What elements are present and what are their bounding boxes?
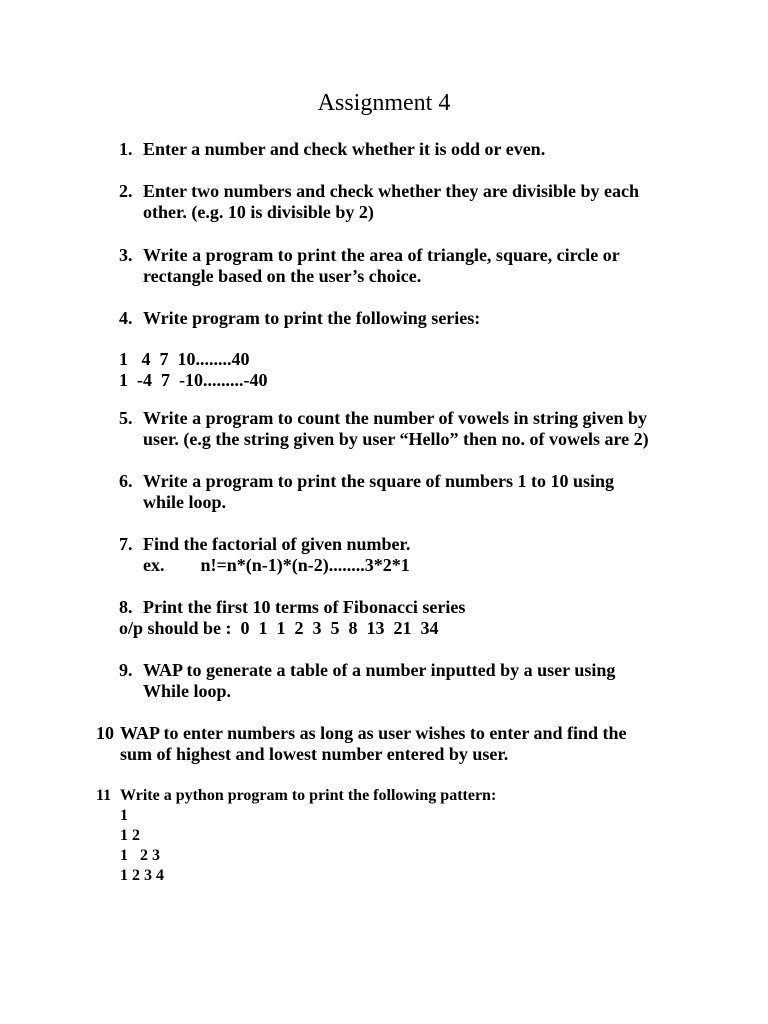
item-text: Enter two numbers and check whether they are divisible by each xyxy=(143,181,640,201)
item-text: Find the factorial of given number. xyxy=(143,534,411,554)
item-text: Write program to print the following series: xyxy=(143,308,481,328)
item-text: Write a program to print the area of triangle, square, circle or xyxy=(143,245,620,265)
item-text: user. (e.g the string given by user “Hello” then no. of vowels are 2) xyxy=(143,429,649,449)
pattern-line: 1 xyxy=(120,807,128,824)
pattern-line: 1 2 3 xyxy=(120,847,160,864)
item-text: Print the first 10 terms of Fibonacci series xyxy=(143,597,466,617)
item-number: 5. xyxy=(119,408,133,428)
series-line: 1 4 7 10........40 xyxy=(119,349,250,369)
item-number: 7. xyxy=(119,534,133,554)
item-text: Write a program to count the number of vowels in string given by xyxy=(143,408,647,428)
item-number: 11 xyxy=(96,787,112,804)
item-text: Write a python program to print the following pattern: xyxy=(120,787,497,804)
item-text: WAP to generate a table of a number inputted by a user using xyxy=(143,660,616,680)
item-number: 2. xyxy=(119,181,133,201)
item-number: 4. xyxy=(119,308,133,328)
item-text: rectangle based on the user’s choice. xyxy=(143,266,422,286)
series-line: 1 -4 7 -10.........-40 xyxy=(119,370,268,390)
fibonacci-output: o/p should be : 0 1 1 2 3 5 8 13 21 34 xyxy=(119,618,439,638)
item-number: 3. xyxy=(119,245,133,265)
item-text: While loop. xyxy=(143,681,232,701)
pattern-line: 1 2 xyxy=(120,827,140,844)
item-text: other. (e.g. 10 is divisible by 2) xyxy=(143,202,374,222)
item-number: 10 xyxy=(96,723,114,743)
item-text: WAP to enter numbers as long as user wishes to enter and find the xyxy=(120,723,627,743)
pattern-line: 1 2 3 4 xyxy=(120,867,164,884)
item-number: 6. xyxy=(119,471,133,491)
page-title: Assignment 4 xyxy=(317,90,451,116)
item-text: Write a program to print the square of numbers 1 to 10 using xyxy=(143,471,615,491)
item-text: sum of highest and lowest number entered by user. xyxy=(120,744,509,764)
item-number: 8. xyxy=(119,597,133,617)
item-number: 1. xyxy=(119,139,133,159)
item-text: while loop. xyxy=(143,492,227,512)
item-text: ex. n!=n*(n-1)*(n-2)........3*2*1 xyxy=(143,555,410,575)
item-number: 9. xyxy=(119,660,133,680)
item-text: Enter a number and check whether it is odd or even. xyxy=(143,139,546,159)
